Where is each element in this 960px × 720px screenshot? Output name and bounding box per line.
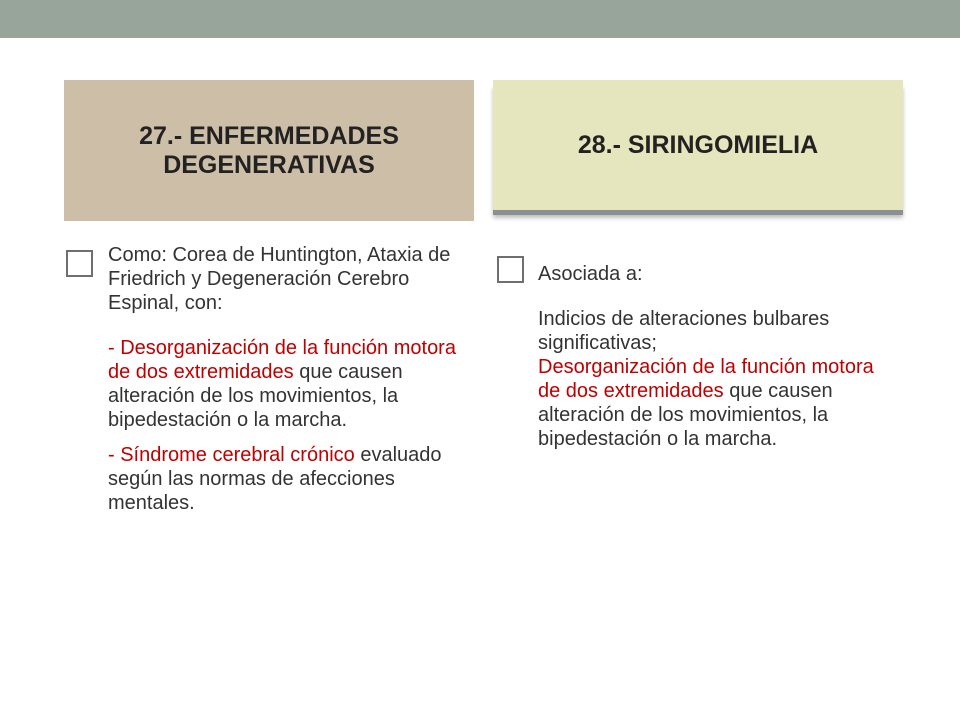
left-item-1-highlight: - Desorganización de la función motora de dos extremidades [108,337,456,383]
right-item-text: que causen alteración de los movimientos, la bipedestación o la marcha. [538,380,833,450]
left-item-2 [108,443,468,515]
right-intro-text: Asociada a: [538,263,643,285]
header-left-line1: 27.- ENFERMEDADES [139,121,399,150]
right-item [538,355,898,451]
left-item-1-text: que causen alteración de los movimientos, la bipedestación o la marcha. [108,361,403,431]
header-left-line2: DEGENERATIVAS [163,150,375,179]
left-item-2-highlight: - Síndrome cerebral crónico [108,444,355,466]
left-item-2-text: evaluado según las normas de afecciones mentales. [108,444,442,514]
right-item-highlight: Desorganización de la función motora de dos extremidades [538,356,874,402]
left-column-content [108,243,468,515]
right-line-1: Indicios de alteraciones bulbares significativas; [538,308,830,354]
header-siringomielia [493,80,903,210]
header-enfermedades-degenerativas [64,80,474,221]
top-accent-bar [0,0,960,38]
left-intro-text: Como: Corea de Huntington, Ataxia de Friedrich y Degeneración Cerebro Espinal, con: [108,244,451,314]
bullet-box-icon [66,250,93,277]
header-right-title: 28.- SIRINGOMIELIA [577,130,819,159]
bullet-box-icon [497,256,524,283]
right-column-content [538,262,898,451]
left-item-1 [108,336,468,432]
